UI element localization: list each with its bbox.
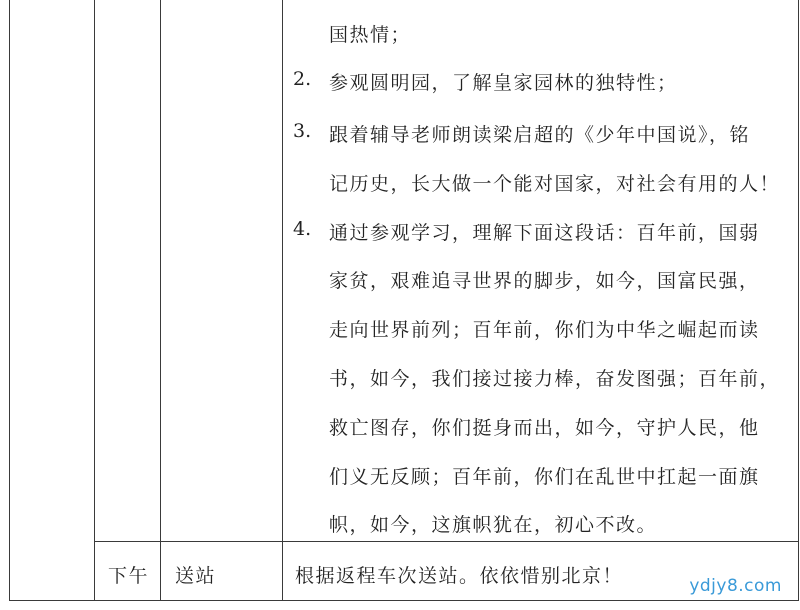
table-left-border: [9, 0, 10, 601]
list-item-4-line: 书，如今，我们接过接力棒，奋发图强；百年前，: [329, 368, 781, 390]
table-col-divider-1: [94, 0, 95, 601]
list-item-4-line: 帜，如今，这旗帜犹在，初心不改。: [329, 514, 658, 536]
list-number: 2.: [293, 68, 312, 90]
watermark: ydjy8.com: [689, 576, 782, 596]
list-item-4-line: 通过参观学习，理解下面这段话：百年前，国弱: [329, 222, 760, 244]
time-cell: 下午: [108, 565, 150, 587]
table-row-divider: [94, 541, 799, 542]
content-line: 国热情；: [329, 24, 412, 46]
table-bottom-border: [9, 600, 799, 601]
list-item-3-line: 跟着辅导老师朗读梁启超的《少年中国说》，铭: [329, 124, 751, 146]
list-item-4-line: 们义无反顾；百年前，你们在乱世中扛起一面旗: [329, 466, 760, 488]
table-col-divider-2: [160, 0, 161, 601]
list-item-3-line: 记历史，长大做一个能对国家，对社会有用的人！: [329, 173, 781, 195]
list-number: 4.: [293, 218, 312, 240]
list-item-4-line: 走向世界前列；百年前，你们为中华之崛起而读: [329, 319, 760, 341]
table-right-border: [798, 0, 799, 601]
activity-cell: 送站: [175, 565, 217, 587]
list-item-4-line: 家贫，艰难追寻世界的脚步，如今，国富民强，: [329, 270, 760, 292]
list-item-2: 参观圆明园，了解皇家园林的独特性；: [329, 72, 678, 94]
list-item-4-line: 救亡图存，你们挺身而出，如今，守护人民，他: [329, 417, 760, 439]
content-cell: 根据返程车次送站。依依惜别北京！: [295, 565, 624, 587]
table-col-divider-3: [282, 0, 283, 601]
list-number: 3.: [293, 120, 312, 142]
